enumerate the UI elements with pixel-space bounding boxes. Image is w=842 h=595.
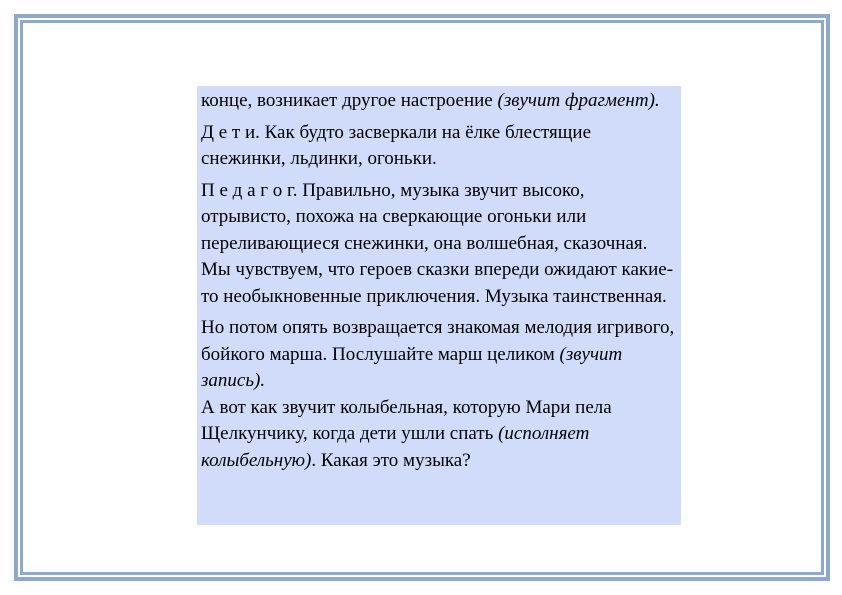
slide-text-box <box>197 86 681 525</box>
paragraph-text: . Как будто засверкали на ёлке блестящие снежинки, льдинки, огоньки. <box>201 121 592 169</box>
stage-direction: (исполняет колыбельную) <box>201 423 590 471</box>
speaker-label: П е д а г о г <box>201 179 293 201</box>
paragraph-text: А вот как звучит колыбельная, которую Мари пела Щелкунчику, когда дети ушли спать <box>201 396 612 444</box>
stage-direction: (звучит фрагмент). <box>497 90 660 111</box>
paragraph-children <box>201 120 678 173</box>
paragraph-intro-end <box>201 88 678 115</box>
paragraph-teacher <box>201 178 678 311</box>
stage-direction: (звучит запись). <box>201 343 623 391</box>
paragraph-text: . Какая это музыка? <box>311 449 471 471</box>
paragraph-march <box>201 315 678 395</box>
paragraph-lullaby <box>201 395 678 475</box>
paragraph-text: . Правильно, музыка звучит высоко, отрывисто, похожа на сверкающие огоньки или переливающиеся снежинки, она волшебная, сказочная. Мы чувствуем, что героев сказки впереди ожидают какие-то необыкновенные приключения. Музыка таинственная. <box>201 179 674 307</box>
paragraph-text: Но потом опять возвращается знакомая мелодия игривого, бойкого марша. Послушайте марш целиком <box>201 317 675 365</box>
paragraph-text: конце, возникает другое настроение <box>201 90 498 111</box>
speaker-label: Д е т и <box>201 121 256 143</box>
